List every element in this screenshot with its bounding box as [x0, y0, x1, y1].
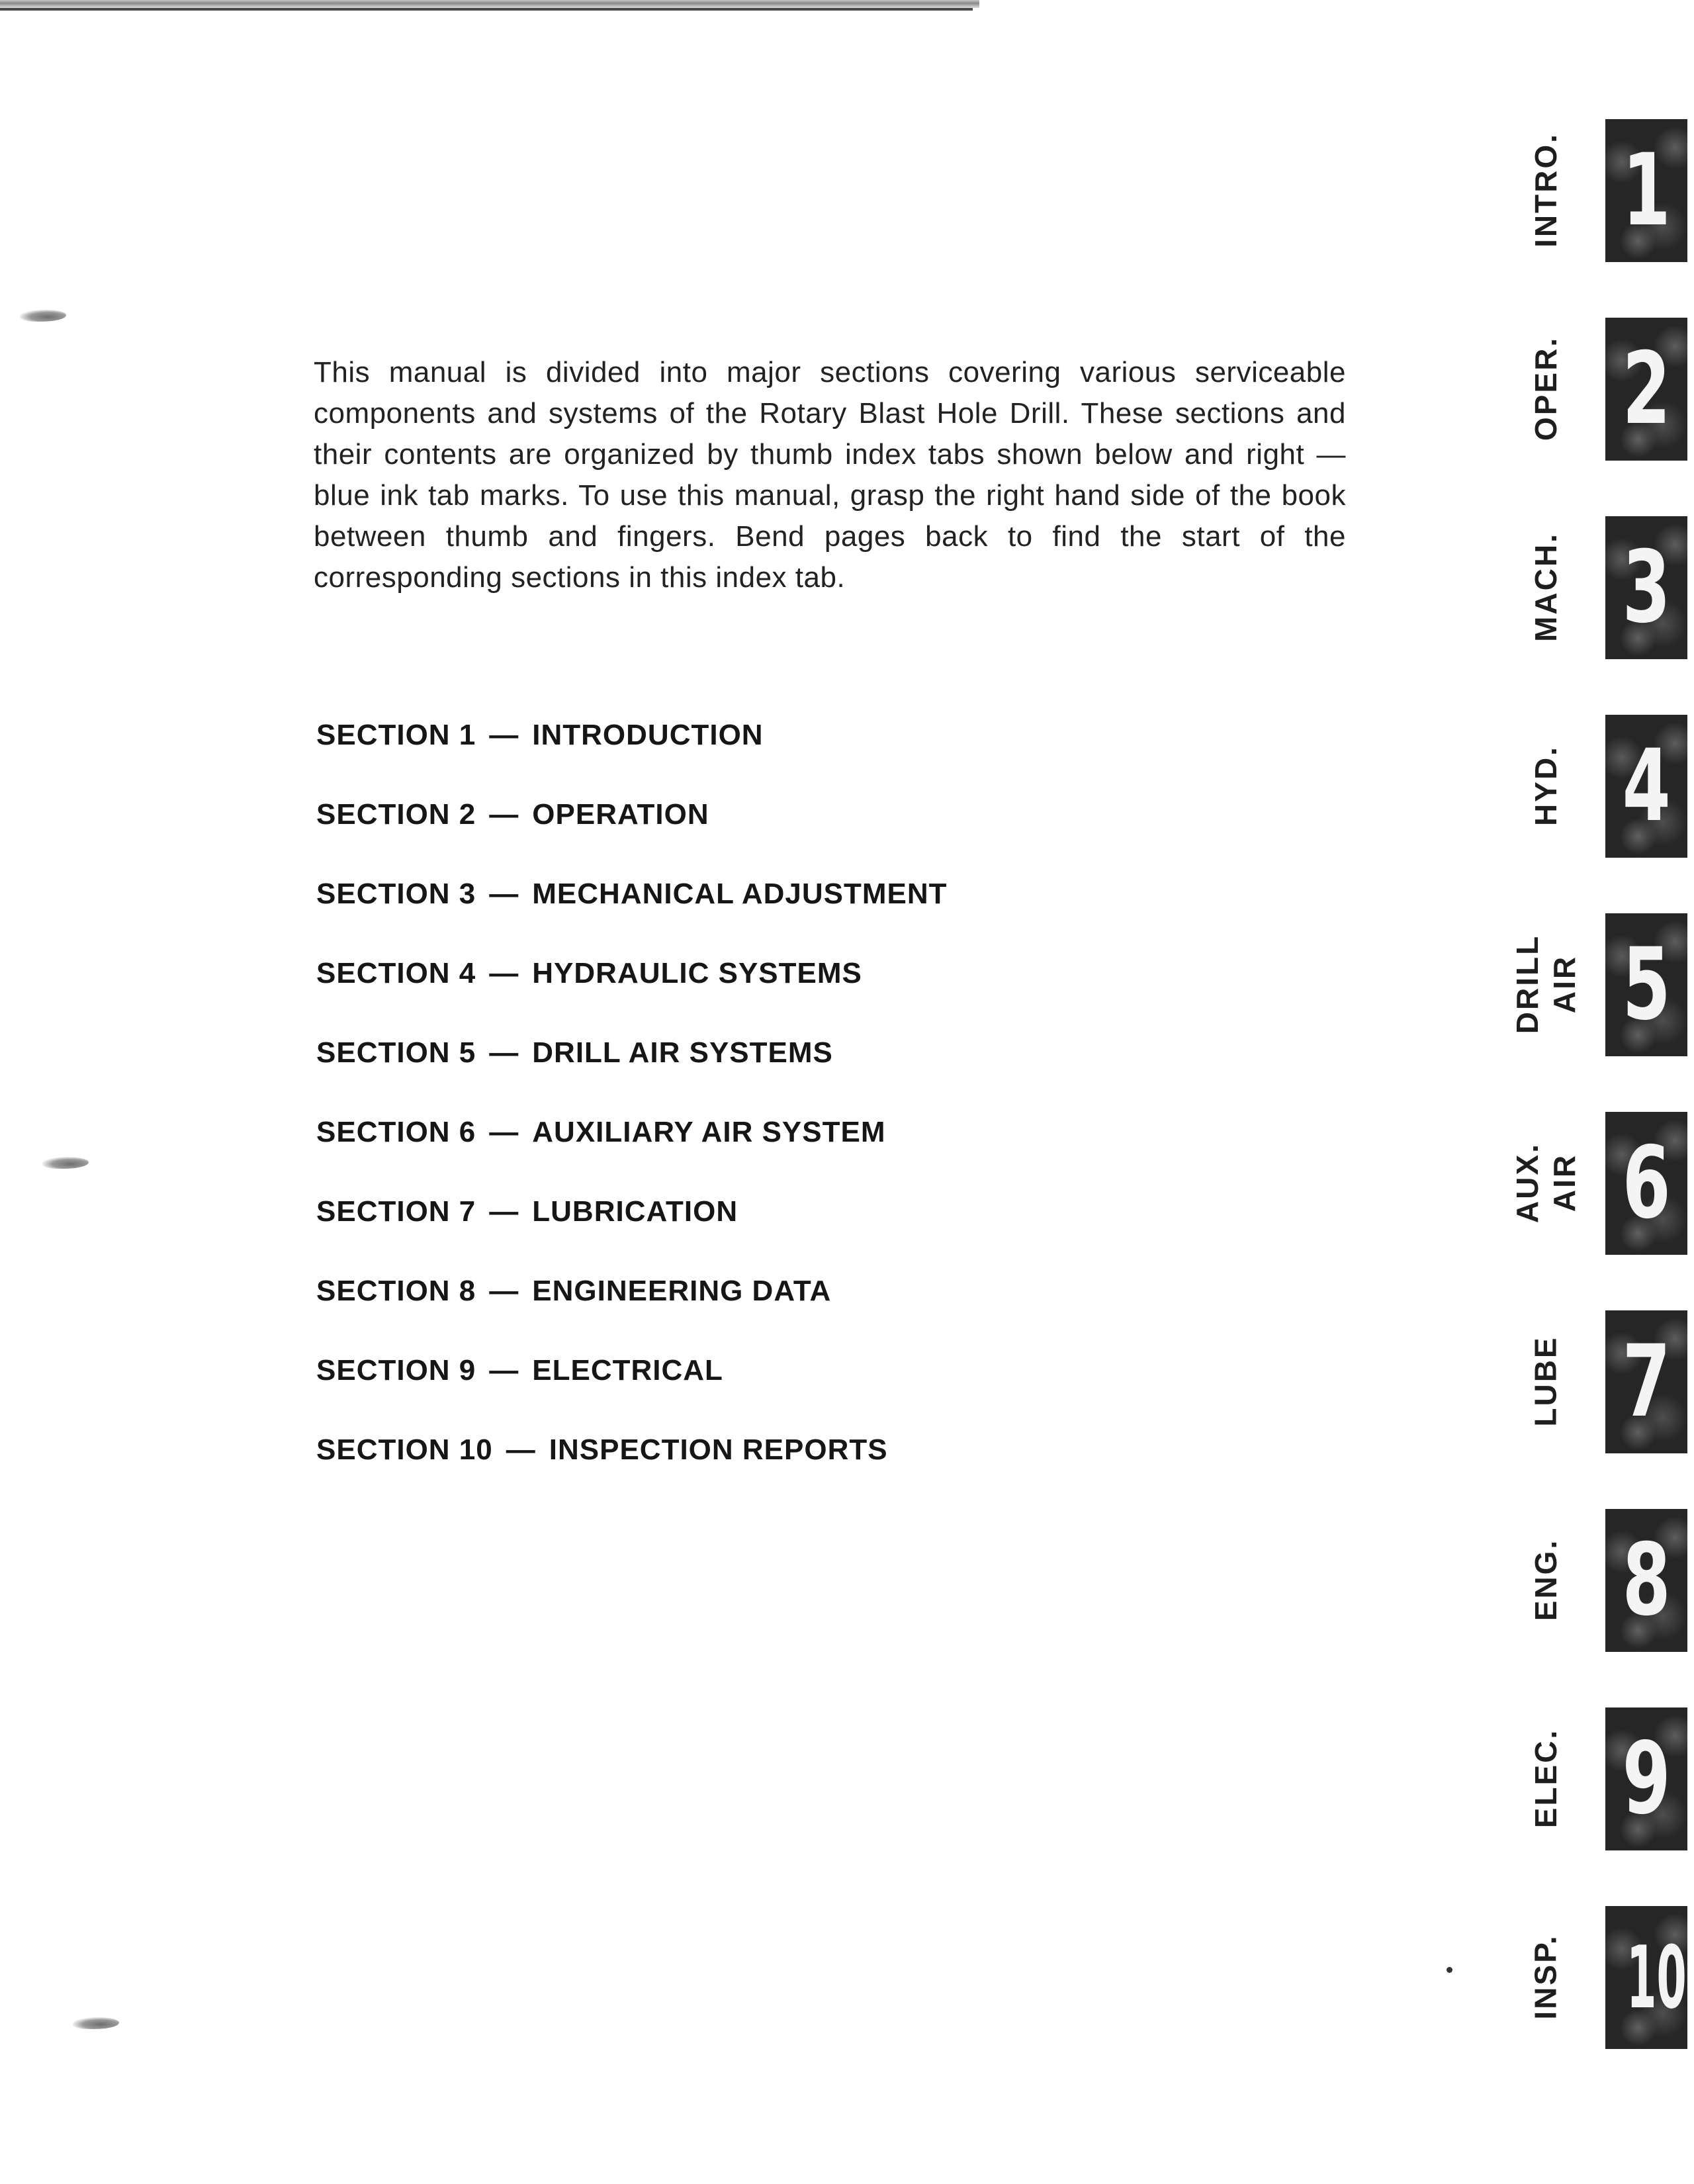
stray-ink-dot	[1447, 1967, 1452, 1973]
tab-label-line: AIR	[1547, 954, 1582, 1014]
section-item	[316, 1036, 833, 1069]
intro-paragraph: This manual is divided into major sections covering various serviceable components and systems of the Rotary Blast Hole Drill. These sections and their contents are organized by thumb index tabs shown below and right — blue ink tab marks. To use this manual, grasp the right hand side of the book between thumb and fingers. Bend pages back to find the start of the corresponding sections in this index tab.	[314, 356, 1346, 594]
tab-number: 1	[1622, 133, 1671, 248]
tab-number: 3	[1622, 530, 1671, 645]
section-dash: —	[489, 1354, 519, 1387]
tab-label	[1515, 1305, 1576, 1457]
thumb-tab-insp[interactable]	[1515, 1901, 1694, 2053]
section-dash: —	[489, 957, 519, 989]
tab-number: 6	[1622, 1126, 1671, 1241]
section-dash: —	[489, 1036, 519, 1069]
section-item	[316, 1116, 886, 1149]
thumb-tab-intro[interactable]	[1515, 114, 1694, 266]
section-item	[316, 719, 764, 752]
section-dash: —	[489, 719, 519, 751]
thumb-tab-mach[interactable]	[1515, 511, 1694, 663]
thumb-tab-hyd[interactable]	[1515, 709, 1694, 862]
section-dash: —	[489, 1195, 519, 1228]
tab-label-line: MACH.	[1529, 532, 1564, 642]
tab-number: 4	[1622, 729, 1671, 844]
section-title: MECHANICAL ADJUSTMENT	[532, 878, 948, 910]
top-edge-rule-line	[0, 8, 973, 11]
tab-label-line: HYD.	[1529, 745, 1563, 826]
tab-label-line: DRILL	[1510, 934, 1545, 1034]
tab-label-line: AIR	[1547, 1153, 1582, 1212]
thumb-tab-aux-air[interactable]	[1510, 1107, 1694, 1259]
tab-label-line: ENG.	[1529, 1538, 1563, 1621]
tab-label-line: OPER.	[1529, 336, 1563, 441]
thumb-tab-lube[interactable]	[1515, 1305, 1694, 1457]
tab-number: 7	[1622, 1324, 1671, 1439]
section-item	[316, 1275, 831, 1308]
tab-number: 10	[1626, 1927, 1687, 2028]
thumb-tab-eng[interactable]	[1515, 1504, 1694, 1656]
section-title: INTRODUCTION	[532, 719, 764, 751]
tab-number-block	[1605, 1310, 1687, 1453]
binder-punch-mark	[20, 310, 66, 322]
section-item	[316, 957, 862, 990]
section-item	[316, 1195, 738, 1228]
tab-number-block	[1605, 516, 1687, 659]
tab-label	[1510, 1107, 1582, 1259]
tab-label	[1515, 1901, 1576, 2053]
section-title: INSPECTION REPORTS	[549, 1433, 888, 1466]
tab-label	[1515, 511, 1576, 663]
section-number: SECTION 2	[316, 798, 476, 831]
section-title: ELECTRICAL	[532, 1354, 723, 1387]
tab-label	[1510, 908, 1582, 1060]
section-number: SECTION 6	[316, 1116, 476, 1148]
tab-label-line: ELEC.	[1529, 1728, 1563, 1829]
tab-number-block	[1605, 913, 1687, 1056]
section-number: SECTION 1	[316, 719, 476, 751]
section-item	[316, 1433, 888, 1467]
section-number: SECTION 7	[316, 1195, 476, 1228]
section-title: HYDRAULIC SYSTEMS	[532, 957, 862, 989]
tab-label	[1515, 1702, 1576, 1854]
section-number: SECTION 9	[316, 1354, 476, 1387]
section-item	[316, 798, 709, 831]
thumb-tab-elec[interactable]	[1515, 1702, 1694, 1854]
tab-label	[1515, 312, 1576, 465]
tab-number: 9	[1622, 1721, 1671, 1837]
section-title: AUXILIARY AIR SYSTEM	[532, 1116, 886, 1148]
tab-number-block	[1605, 1112, 1687, 1255]
thumb-tab-oper[interactable]	[1515, 312, 1694, 465]
thumb-tab-drill-air[interactable]	[1510, 908, 1694, 1060]
tab-number-block	[1605, 119, 1687, 262]
tab-label-line: AUX.	[1510, 1142, 1544, 1223]
section-title: LUBRICATION	[532, 1195, 738, 1228]
tab-number: 8	[1622, 1523, 1671, 1638]
binder-punch-mark	[73, 2017, 119, 2029]
section-item	[316, 878, 948, 911]
section-dash: —	[506, 1433, 536, 1466]
tab-number-block	[1605, 318, 1687, 461]
section-dash: —	[489, 1275, 519, 1307]
tab-number-block	[1605, 715, 1687, 858]
tab-label	[1515, 709, 1576, 862]
section-number: SECTION 5	[316, 1036, 476, 1069]
section-title: ENGINEERING DATA	[532, 1275, 832, 1307]
tab-label-line: LUBE	[1529, 1336, 1564, 1427]
section-title: DRILL AIR SYSTEMS	[532, 1036, 833, 1069]
section-title: OPERATION	[532, 798, 709, 831]
tab-number-block	[1605, 1707, 1687, 1850]
top-edge-rule	[0, 0, 979, 8]
tab-label-line: INSP.	[1529, 1934, 1563, 2020]
section-number: SECTION 10	[316, 1433, 493, 1466]
tab-number: 5	[1622, 927, 1671, 1042]
section-dash: —	[489, 1116, 519, 1148]
section-dash: —	[489, 798, 519, 831]
tab-label	[1515, 114, 1576, 266]
section-number: SECTION 4	[316, 957, 476, 989]
section-number: SECTION 3	[316, 878, 476, 910]
binder-punch-mark	[42, 1157, 89, 1169]
section-dash: —	[489, 878, 519, 910]
tab-label-line: INTRO.	[1529, 132, 1564, 248]
tab-label	[1515, 1504, 1576, 1656]
tab-number-block	[1605, 1906, 1687, 2049]
section-number: SECTION 8	[316, 1275, 476, 1307]
section-item	[316, 1354, 723, 1387]
tab-number-block	[1605, 1509, 1687, 1652]
tab-number: 2	[1622, 332, 1671, 447]
